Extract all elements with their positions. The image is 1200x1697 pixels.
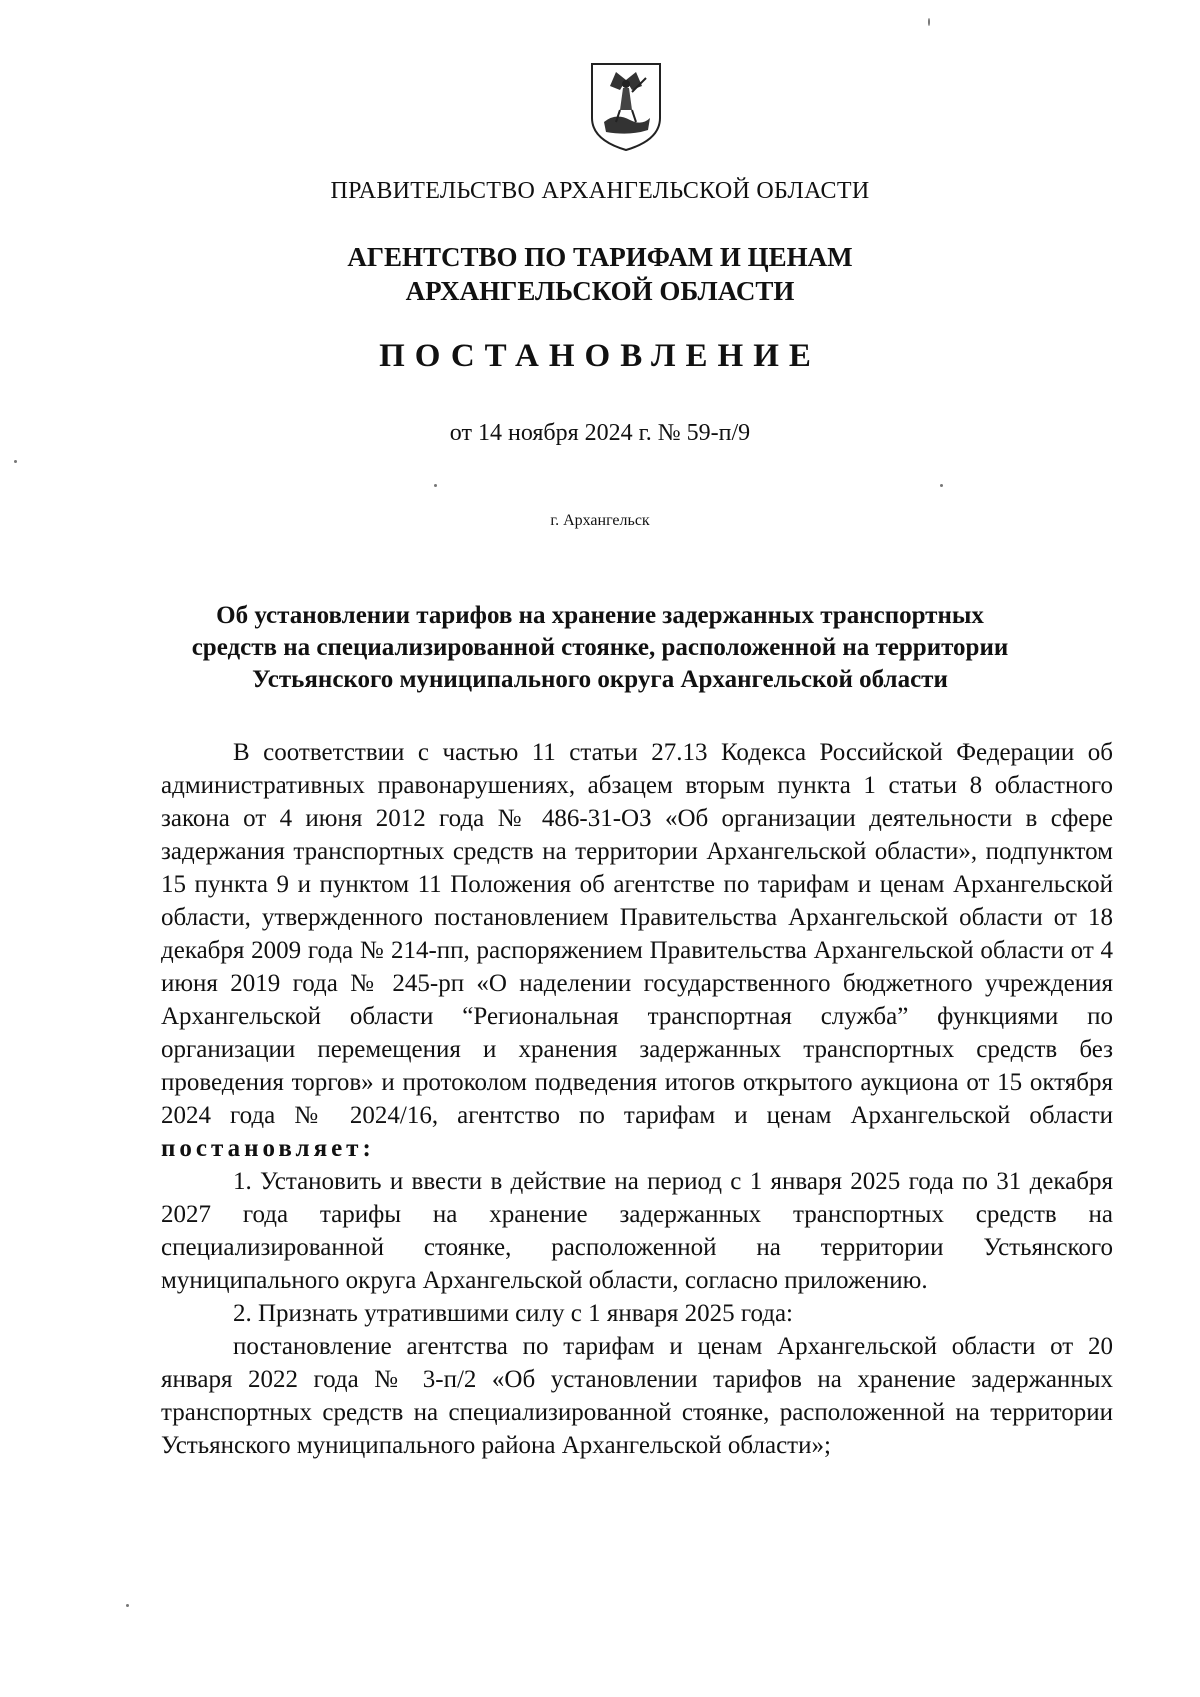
item-2-paragraph: 2. Признать утратившими силу с 1 января 2025 года: [233, 1300, 793, 1327]
document-body [161, 736, 1113, 1462]
agency-heading [0, 240, 1200, 308]
document-title-line1: Об установлении тарифов на хранение задержанных транспортных [216, 602, 984, 629]
document-title-line3: Устьянского муниципального округа Архангельской области [252, 666, 948, 693]
resolves-word: постановляет: [161, 1135, 375, 1162]
document-title [0, 600, 1200, 696]
scan-speck [434, 484, 437, 487]
city-name: г. Архангельск [550, 512, 650, 529]
scan-speck [14, 460, 17, 463]
agency-heading-line1: АГЕНТСТВО ПО ТАРИФАМ И ЦЕНАМ [347, 242, 853, 272]
preamble-text: В соответствии с частью 11 статьи 27.13 Кодекса Российской Федерации об административных правонарушениях, абзацем вторым пункта 1 статьи 8 областного закона от 4 июня 2012 года № 486-31-ОЗ «Об организации деятельности в сфере задержания транспортных средств на территории Архангельской области», подпунктом 15 пункта 9 и пунктом 11 Положения об агентстве по тарифам и ценам Архангельской области, утвержденного постановлением Правительства Архангельской области от 18 декабря 2009 года № 214-пп, распоряжением Правительства Архангельской области от 4 июня 2019 года № 245-рп «О наделении государственного бюджетного учреждения Архангельской области “Региональная транспортная служба” функциями по организации перемещения и хранения задержанных транспортных средств без проведения торгов» и протоколом подведения итогов открытого аукциона от 15 октября 2024 года № 2024/16, агентство по тарифам и ценам Архангельской области [161, 739, 1113, 1129]
document-type: ПОСТАНОВЛЕНИЕ [379, 338, 821, 374]
scan-speck [928, 18, 930, 26]
item-2-sub-paragraph: постановление агентства по тарифам и ценам Архангельской области от 20 января 2022 года № 3-п/2 «Об установлении тарифов на хранение задержанных транспортных средств на специализированной стоянке, расположенной на территории Устьянского муниципального района Архангельской области»; [161, 1333, 1113, 1459]
scan-speck [940, 484, 943, 487]
document-title-line2: средств на специализированной стоянке, расположенной на территории [191, 634, 1009, 661]
coat-of-arms-emblem [586, 60, 666, 152]
preamble-paragraph [161, 736, 1113, 1165]
item-1-paragraph: 1. Установить и ввести в действие на период с 1 января 2025 года по 31 декабря 2027 года тарифы на хранение задержанных транспортных средств на специализированной стоянке, расположенной на территории Устьянского муниципального округа Архангельской области, согласно приложению. [161, 1168, 1113, 1294]
government-heading: ПРАВИТЕЛЬСТВО АРХАНГЕЛЬСКОЙ ОБЛАСТИ [330, 178, 870, 204]
agency-heading-line2: АРХАНГЕЛЬСКОЙ ОБЛАСТИ [405, 276, 795, 306]
date-and-number: от 14 ноября 2024 г. № 59-п/9 [449, 420, 751, 446]
scan-speck [126, 1604, 129, 1607]
